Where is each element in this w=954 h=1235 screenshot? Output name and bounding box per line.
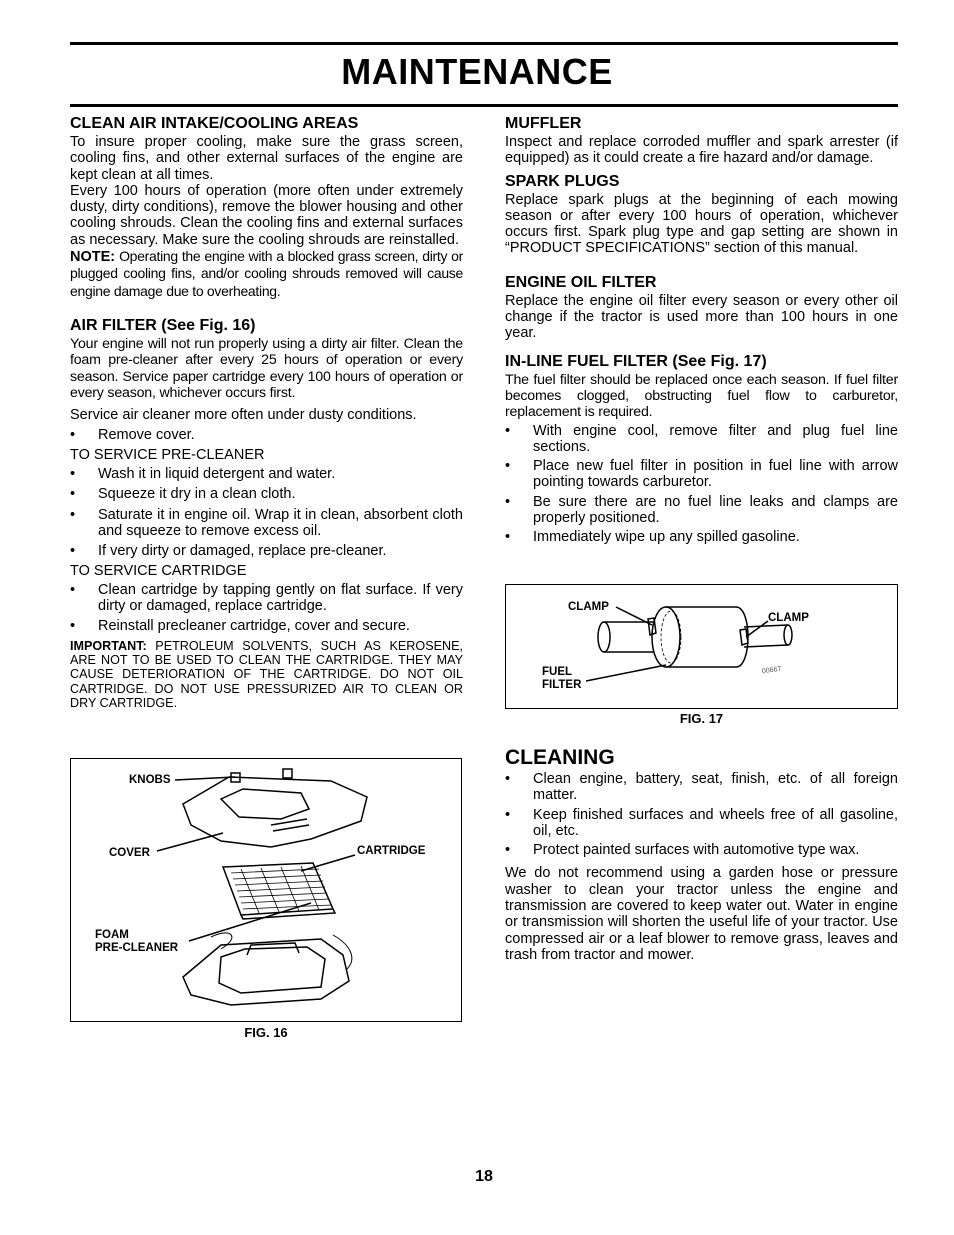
figure-17-box — [505, 584, 898, 709]
bullet-list — [505, 423, 898, 546]
subheading-pre-cleaner: TO SERVICE PRE-CLEANER — [70, 446, 265, 463]
list-item: • Clean cartridge by tapping gently on flat surface. If very dirty or damaged, replace cartridge. — [70, 582, 463, 615]
callout-cover: COVER — [109, 847, 150, 859]
callout-cartridge: CARTRIDGE — [357, 845, 426, 857]
paragraph: The fuel filter should be replaced once each season. If fuel filter becomes clogged, obstructing fuel flow to carburetor, replacement is required. — [505, 371, 898, 421]
bullet-list — [505, 771, 898, 858]
section-heading-air-filter: AIR FILTER (See Fig. 16) — [70, 316, 256, 334]
list-item: • Remove cover. — [70, 427, 463, 443]
note-text: Operating the engine with a blocked grass screen, dirty or plugged cooling fins, and/or cooling shrouds removed will cause engine damage due to overheating. — [70, 248, 463, 299]
list-item: • Immediately wipe up any spilled gasoline. — [505, 529, 898, 545]
paragraph: Replace the engine oil filter every season or every other oil change if the tractor is used more than 100 hours in one year. — [505, 292, 898, 342]
list-item: • Protect painted surfaces with automotive type wax. — [505, 842, 898, 858]
cleaning-section — [505, 745, 898, 963]
top-rule — [70, 42, 898, 45]
list-item: • Wash it in liquid detergent and water. — [70, 466, 463, 482]
list-item: • Saturate it in engine oil. Wrap it in clean, absorbent cloth and squeeze to remove excess oil. — [70, 507, 463, 540]
paragraph: To insure proper cooling, make sure the grass screen, cooling fins, and other external surfaces of the engine are kept clean at all times. — [70, 134, 463, 183]
callout-foam-line1: FOAM — [95, 929, 129, 941]
list-item: • Squeeze it dry in a clean cloth. — [70, 486, 463, 502]
important-paragraph — [70, 639, 463, 710]
section-heading-muffler: MUFFLER — [505, 115, 582, 132]
right-column — [505, 114, 898, 546]
list-item: • If very dirty or damaged, replace pre-cleaner. — [70, 543, 463, 559]
section-heading-cleaning: CLEANING — [505, 746, 615, 769]
section-heading-clean-air: CLEAN AIR INTAKE/COOLING AREAS — [70, 115, 359, 132]
important-label: IMPORTANT: — [70, 638, 147, 653]
paragraph: Every 100 hours of operation (more often under extremely dusty, dirty conditions), remove the blower housing and other cooling shrouds. Clean the cooling fins and external surfaces as necessary. Make sure the cooling shrouds are reinstalled. — [70, 182, 463, 248]
figure-16-label: FIG. 16 — [244, 1025, 288, 1040]
list-item: • Be sure there are no fuel line leaks and clamps are properly positioned. — [505, 494, 898, 527]
callout-clamp-left: CLAMP — [568, 601, 609, 613]
paragraph: Inspect and replace corroded muffler and spark arrester (if equipped) as it could create a fire hazard and/or damage. — [505, 134, 898, 167]
bullet-list — [70, 427, 463, 443]
list-item: • Place new fuel filter in position in fuel line with arrow pointing towards carburetor. — [505, 458, 898, 491]
filter-body — [666, 607, 748, 667]
note-label: NOTE: — [70, 249, 116, 266]
subheading-cartridge: TO SERVICE CARTRIDGE — [70, 562, 247, 579]
knob-right — [283, 769, 292, 778]
paragraph: Service air cleaner more often under dusty conditions. — [70, 407, 417, 424]
part-number: 00667 — [761, 665, 782, 676]
page-title: MAINTENANCE — [341, 51, 613, 92]
air-filter-illustration — [71, 759, 461, 1021]
note-paragraph — [70, 248, 463, 300]
callout-knobs: KNOBS — [129, 774, 171, 786]
figure-16-box — [70, 758, 462, 1022]
page-number: 18 — [475, 1168, 493, 1185]
callout-fuel-line1: FUEL — [542, 666, 573, 678]
figure-17-label: FIG. 17 — [679, 711, 724, 726]
section-heading-spark-plugs: SPARK PLUGS — [505, 172, 620, 190]
title-underline — [70, 104, 898, 107]
callout-foam-pre-cleaner — [95, 929, 178, 955]
callout-clamp-right: CLAMP — [768, 612, 809, 624]
bullet-list — [70, 466, 463, 559]
paragraph: Your engine will not run properly using a dirty air filter. Clean the foam pre-cleaner after every 25 hours of operation or every season. Service paper cartridge every 100 hours of operation or every season, whichever occurs first. — [70, 335, 463, 401]
callout-fuel-filter — [542, 666, 581, 692]
callout-foam-line2: PRE-CLEANER — [95, 942, 179, 954]
list-item: • Keep finished surfaces and wheels free of all gasoline, oil, etc. — [505, 807, 898, 840]
list-item: • With engine cool, remove filter and plug fuel line sections. — [505, 423, 898, 456]
callout-fuel-line2: FILTER — [542, 679, 582, 691]
left-column — [70, 114, 463, 710]
paragraph: We do not recommend using a garden hose or pressure washer to clean your tractor unless the engine and transmission are covered to keep water out. Water in engine or transmission will shorten the useful life of your tractor. Use compressed air or a leaf blower to remove grass, leaves and trash from tractor and mower. — [505, 865, 898, 963]
list-item: • Clean engine, battery, seat, finish, etc. of all foreign matter. — [505, 771, 898, 804]
list-item: • Reinstall precleaner cartridge, cover and secure. — [70, 618, 463, 634]
section-heading-engine-oil-filter: ENGINE OIL FILTER — [505, 273, 657, 291]
paragraph: Replace spark plugs at the beginning of each mowing season or after every 100 hours of operation, whichever occurs first. Spark plug type and gap setting are shown in “PRODUCT SPECIFICATIONS” section of this manual. — [505, 191, 898, 257]
important-text: PETROLEUM SOLVENTS, SUCH AS KEROSENE, ARE NOT TO BE USED TO CLEAN THE CARTRIDGE. THEY MAY CAUSE DETERIORATION OF THE CARTRIDGE. DO NOT OIL CARTRIDGE. DO NOT USE PRESSURIZED AIR TO CLEAN OR DRY CARTRIDGE. — [70, 638, 463, 710]
bullet-list — [70, 582, 463, 635]
section-heading-fuel-filter: IN-LINE FUEL FILTER (See Fig. 17) — [505, 352, 767, 370]
